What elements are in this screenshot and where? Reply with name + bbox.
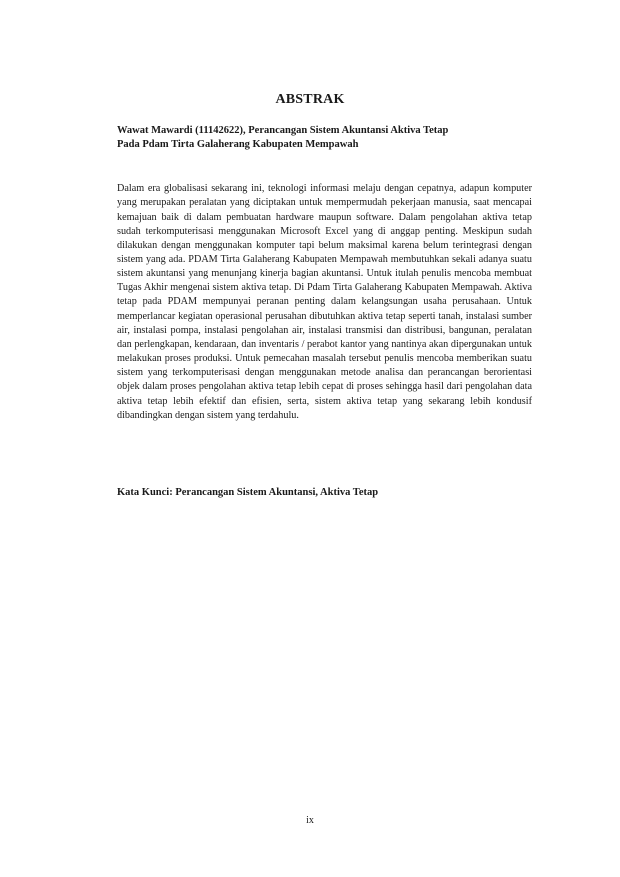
abstract-title: ABSTRAK (275, 92, 345, 107)
abstract-body: Dalam era globalisasi sekarang ini, teknologi informasi melaju dengan cepatnya, adapun komputer yang merupakan peralatan yang diciptakan untuk mempermudah pekerjaan manusia, saat mencapai kemajuan baik di dalam pembuatan hardware maupun software. Dalam pengolahan aktiva tetap sudah terkomputerisasi menggunakan Microsoft Excel yang di anggap penting. Meskipun sudah dilakukan dengan menggunakan komputer tapi belum maksimal karena belum terintegrasi dengan sistem yang ada. PDAM Tirta Galaherang Kabupaten Mempawah membutuhkan sekali adanya suatu sistem akuntansi yang menunjang kinerja bagian akuntansi. Untuk itulah penulis mencoba membuat Tugas Akhir mengenai sistem aktiva tetap. Di Pdam Tirta Galaherang Kabupaten Mempawah. Aktiva tetap pada PDAM mempunyai peranan penting dalam kelangsungan usaha perusahaan. Untuk memperlancar kegiatan operasional perusahan dibutuhkan aktiva tetap seperti tanah, instalasi sumber air, instalasi pompa, instalasi pengolahan air, instalasi transmisi dan distribusi, bangunan, peralatan dan perlengkapan, kendaraan, dan inventaris / perabot kantor yang nantinya akan dipergunakan untuk melakukan proses produksi. Untuk pemecahan masalah tersebut penulis mencoba memberikan suatu sistem yang terkomputerisasi dengan menggunakan metode analisa dan perancangan berorientasi objek dalam proses pengolahan aktiva tetap lebih cepat di proses sehingga hasil dari pengolahan data aktiva tetap lebih efektif dan efisien, serta, sistem aktiva tetap yang sekarang lebih kondusif dibandingkan dengan sistem yang terdahulu. (117, 183, 532, 421)
keywords: Kata Kunci: Perancangan Sistem Akuntansi, Aktiva Tetap (117, 487, 379, 498)
author-line-2: Pada Pdam Tirta Galaherang Kabupaten Mempawah (117, 138, 359, 150)
page-number: ix (306, 815, 314, 826)
author-and-thesis-title (117, 124, 532, 151)
author-line-1: Wawat Mawardi (11142622), Perancangan Sistem Akuntansi Aktiva Tetap (117, 125, 449, 136)
